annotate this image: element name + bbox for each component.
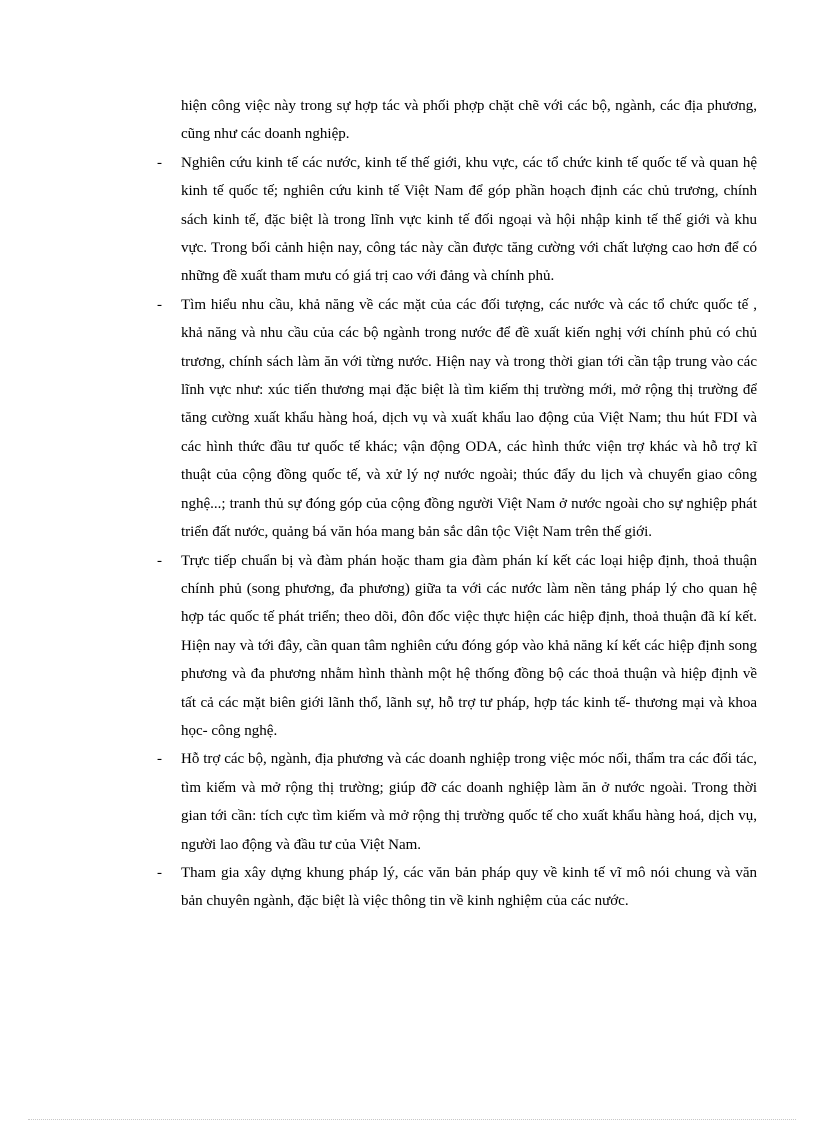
bullet-text: Trực tiếp chuẩn bị và đàm phán hoặc tham gia đàm phán kí kết các loại hiệp định, thoả thuận chính phủ (song phương, đa phương) giữa ta với các nước làm nền tảng pháp lý cho quan hệ hợp tác quốc tế phát triển; theo dõi, đôn đốc việc thực hiện các hiệp định, thoả thuận đã kí kết. Hiện nay và tới đây, cần quan tâm nghiên cứu đóng góp vào khả năng kí kết các hiệp định song phương và đa phương nhằm hình thành một hệ thống đồng bộ các thoả thuận và hiệp định về tất cả các mặt biên giới lãnh thổ, lãnh sự, hỗ trợ tư pháp, hợp tác kinh tế- thương mại và khoa học- công nghệ.	[181, 552, 757, 739]
bullet-dash: -	[157, 751, 162, 768]
bullet-text: Tham gia xây dựng khung pháp lý, các văn bản pháp quy về kinh tế vĩ mô nói chung và văn bản chuyên ngành, đặc biệt là việc thông tin về kinh nghiệm của các nước.	[181, 864, 757, 910]
intro-continuation-paragraph: hiện công việc này trong sự hợp tác và phối phợp chặt chẽ với các bộ, ngành, các địa phương, cũng như các doanh nghiệp.	[181, 98, 757, 143]
bullet-text: Tìm hiểu nhu cầu, khả năng về các mặt của các đối tượng, các nước và các tổ chức quốc tế , khả năng và nhu cầu của các bộ ngành trong nước để đề xuất kiến nghị với chính phủ có chủ trương, chính sách làm ăn với từng nước. Hiện nay và trong thời gian tới cần tập trung vào các lĩnh vực như: xúc tiến thương mại đặc biệt là tìm kiếm thị trường mới, mở rộng thị trường để tăng cường xuất khẩu hàng hoá, dịch vụ và xuất khẩu lao động của Việt Nam; thu hút FDI và các hình thức đầu tư quốc tế khác; vận động ODA, các hình thức viện trợ khác và hỗ trợ kĩ thuật của cộng đồng quốc tế, và xử lý nợ nước ngoài; thúc đẩy du lịch và chuyển giao công nghệ...; tranh thủ sự đóng góp của cộng đồng người Việt Nam ở nước ngoài cho sự nghiệp phát triển đất nước, quảng bá văn hóa mang bản sắc dân tộc Việt Nam trên thế giới.	[181, 296, 757, 541]
bullet-text: Hỗ trợ các bộ, ngành, địa phương và các doanh nghiệp trong việc móc nối, thẩm tra các đối tác, tìm kiếm và mở rộng thị trường; giúp đỡ các doanh nghiệp làm ăn ở nước ngoài. Trong thời gian tới cần: tích cực tìm kiếm và mở rộng thị trường quốc tế cho xuất khẩu hàng hoá, dịch vụ, người lao động và đầu tư của Việt Nam.	[181, 751, 757, 853]
document-body	[157, 92, 757, 916]
bullet-item-support	[157, 745, 757, 859]
bullet-item-negotiation	[157, 547, 757, 746]
bullet-dash: -	[157, 296, 162, 313]
bullet-item-needs	[157, 291, 757, 547]
bullet-item-legal	[157, 859, 757, 916]
bullet-dash: -	[157, 864, 162, 881]
bullet-item-research	[157, 149, 757, 291]
page-bottom-divider	[28, 1119, 796, 1120]
bullet-dash: -	[157, 552, 162, 569]
bullet-dash: -	[157, 154, 162, 171]
bullet-text: Nghiên cứu kinh tế các nước, kinh tế thế giới, khu vực, các tổ chức kinh tế quốc tế và quan hệ kinh tế quốc tế; nghiên cứu kinh tế Việt Nam để góp phần hoạch định các chủ trương, chính sách kinh tế, đặc biệt là trong lĩnh vực kinh tế đối ngoại và hội nhập kinh tế thế giới và khu vực. Trong bối cảnh hiện nay, công tác này cần được tăng cường với chất lượng cao hơn để có những đề xuất tham mưu có giá trị cao với đảng và chính phủ.	[181, 154, 757, 285]
